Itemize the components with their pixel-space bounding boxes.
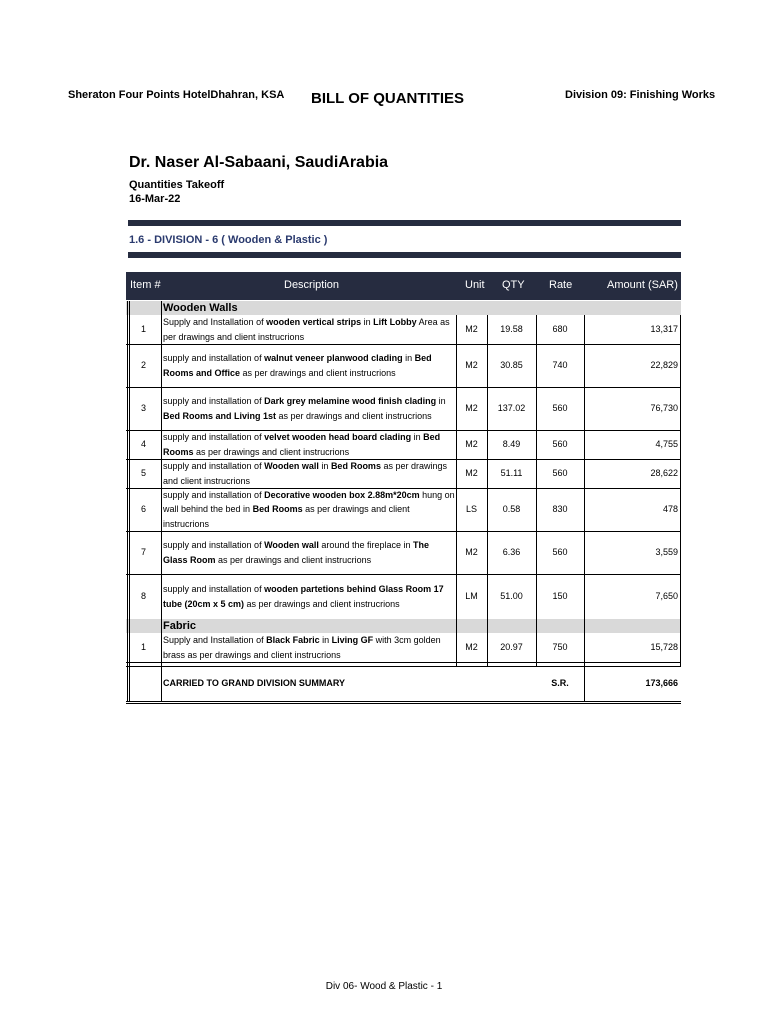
item-description (163, 459, 455, 488)
description-plain: as per drawings and client instrucrions (276, 410, 432, 421)
description-text (163, 488, 455, 532)
column-divider (161, 301, 162, 701)
item-qty: 0.58 (502, 504, 521, 514)
item-unit: LS (465, 504, 477, 514)
item-unit: LM (465, 591, 478, 601)
divider-top (128, 220, 681, 226)
description-plain: as per drawings and client instrucrions (163, 504, 410, 529)
item-rate: 740 (552, 360, 568, 370)
description-plain: supply and installation of (163, 584, 265, 594)
column-divider (487, 315, 488, 666)
item-number: 4 (140, 439, 146, 449)
description-plain: as per drawings and client instrucrions (215, 554, 372, 565)
description-plain: Supply and Installation of (163, 317, 267, 327)
summary-border (126, 666, 681, 667)
section-title: Wooden Walls (161, 301, 681, 315)
item-amount: 22,829 (650, 360, 678, 370)
subtitle: Quantities Takeoff (129, 179, 225, 191)
description-plain: in (319, 635, 332, 645)
summary-total: 173,666 (645, 678, 678, 688)
summary-border (126, 703, 681, 704)
section-title: Fabric (161, 619, 681, 633)
client-name: Dr. Naser Al-Sabaani, SaudiArabia (129, 154, 389, 171)
col-qty: QTY (502, 279, 525, 291)
column-divider (127, 301, 128, 701)
item-description (163, 315, 455, 344)
item-description (163, 488, 455, 531)
description-bold: Decorative wooden box 2.88m*20cm (264, 489, 420, 500)
description-plain: in (436, 396, 446, 406)
item-rate: 680 (552, 324, 568, 334)
item-number: 3 (140, 403, 146, 413)
header-division: Division 09: Finishing Works (565, 89, 716, 101)
item-rate: 150 (552, 591, 568, 601)
summary-currency: S.R. (551, 678, 569, 688)
description-text (163, 459, 455, 488)
item-number: 7 (140, 547, 146, 557)
item-number: 2 (140, 360, 146, 370)
description-plain: in (411, 432, 424, 442)
description-bold: Bed Rooms and Office (163, 353, 432, 378)
description-plain: as per drawings and client instrucrions (240, 367, 396, 378)
item-amount: 7,650 (655, 591, 678, 601)
column-divider (536, 315, 537, 666)
item-unit: M2 (465, 324, 478, 334)
item-number: 1 (140, 642, 146, 652)
item-unit: M2 (465, 642, 478, 652)
description-bold: Black Fabric (266, 635, 320, 645)
description-bold: The Glass Room (163, 540, 429, 565)
table-outer-edge (129, 301, 130, 701)
description-text (163, 315, 455, 344)
item-rate: 750 (552, 642, 568, 652)
item-qty: 19.58 (500, 324, 523, 334)
item-amount: 3,559 (655, 547, 678, 557)
item-rate: 560 (552, 468, 568, 478)
item-description (163, 574, 455, 619)
description-plain: Area as per drawings and client instrucrions (163, 317, 450, 342)
description-plain: with 3cm golden brass as per drawings and client instrucrions (163, 635, 441, 660)
item-unit: M2 (465, 360, 478, 370)
description-plain: supply and installation of (163, 396, 265, 406)
column-divider (456, 315, 457, 666)
item-unit: M2 (465, 547, 478, 557)
item-number: 1 (140, 324, 146, 334)
item-qty: 51.11 (500, 468, 523, 478)
description-plain: hung on wall behind the bed in (163, 489, 455, 515)
description-plain: as per drawings and client instrucrions (163, 461, 447, 486)
description-plain: in (402, 353, 415, 363)
item-rate: 560 (552, 439, 568, 449)
col-item: Item # (130, 279, 161, 291)
description-text (163, 538, 455, 567)
item-qty: 6.36 (502, 547, 521, 557)
description-bold: Bed Rooms and Living 1st (163, 410, 277, 421)
description-plain: as per drawings and client instrucrions (244, 598, 400, 609)
description-text (163, 633, 455, 662)
description-bold: Lift Lobby (373, 317, 417, 327)
description-text (163, 394, 455, 423)
description-bold: Wooden wall (264, 540, 319, 550)
header-project: Sheraton Four Points HotelDhahran, KSA (68, 89, 285, 101)
item-qty: 137.02 (497, 403, 526, 413)
description-text (163, 582, 455, 611)
item-description (163, 633, 455, 662)
section-title-fill (126, 619, 161, 633)
description-text (163, 430, 455, 459)
table-header (126, 272, 681, 300)
description-bold: Bed Rooms (252, 504, 303, 515)
item-number: 8 (140, 591, 146, 601)
row-divider (126, 662, 681, 663)
document-date: 16-Mar-22 (129, 193, 181, 205)
page-footer: Div 06- Wood & Plastic - 1 (325, 981, 443, 992)
col-description: Description (284, 279, 340, 291)
document-title: BILL OF QUANTITIES (311, 90, 465, 107)
col-unit: Unit (465, 279, 485, 291)
item-unit: M2 (465, 439, 478, 449)
description-bold: walnut veneer planwood clading (264, 353, 403, 363)
item-amount: 28,622 (650, 468, 678, 478)
description-bold: Living GF (331, 635, 374, 645)
item-qty: 51.00 (500, 591, 523, 601)
item-qty: 20.97 (500, 642, 523, 652)
item-rate: 560 (552, 547, 568, 557)
description-plain: around the fireplace in (318, 540, 413, 550)
item-amount: 478 (662, 504, 678, 514)
summary-label: CARRIED TO GRAND DIVISION SUMMARY (163, 678, 346, 688)
description-bold: Dark grey melamine wood finish clading (264, 396, 437, 406)
division-title: 1.6 - DIVISION - 6 ( Wooden & Plastic ) (129, 234, 328, 246)
item-qty: 30.85 (500, 360, 523, 370)
description-bold: Wooden wall (264, 461, 319, 471)
item-rate: 560 (552, 403, 568, 413)
item-number: 5 (140, 468, 146, 478)
item-description (163, 344, 455, 387)
item-amount: 4,755 (655, 439, 678, 449)
description-plain: supply and installation of (163, 540, 265, 550)
col-rate: Rate (549, 279, 573, 291)
description-bold: Bed Rooms (330, 461, 381, 471)
description-plain: supply and installation of (163, 432, 265, 442)
column-divider (680, 315, 681, 666)
description-bold: Bed Rooms (163, 432, 441, 457)
description-plain: supply and installation of (163, 353, 265, 363)
description-plain: supply and installation of (163, 461, 265, 471)
item-description (163, 430, 455, 459)
item-amount: 15,728 (650, 642, 678, 652)
description-bold: wooden partetions behind Glass Room 17 tube (20cm x 5 cm) (163, 584, 444, 609)
item-unit: M2 (465, 403, 478, 413)
description-plain: as per drawings and client instrucrions (193, 446, 350, 457)
item-number: 6 (140, 504, 146, 514)
item-description (163, 531, 455, 574)
section-title-fill (126, 301, 161, 315)
description-text (163, 351, 455, 380)
summary-border (126, 701, 681, 702)
divider-bottom (128, 252, 681, 258)
item-amount: 76,730 (650, 403, 678, 413)
item-unit: M2 (465, 468, 478, 478)
item-rate: 830 (552, 504, 568, 514)
description-bold: wooden vertical strips (266, 317, 362, 327)
item-description (163, 387, 455, 430)
description-plain: in (318, 461, 331, 471)
description-plain: supply and installation of (163, 489, 265, 500)
item-amount: 13,317 (650, 324, 678, 334)
description-plain: in (361, 317, 374, 327)
description-bold: velvet wooden head board clading (264, 432, 412, 442)
item-qty: 8.49 (502, 439, 521, 449)
description-plain: Supply and Installation of (163, 635, 267, 645)
col-amount: Amount (SAR) (607, 279, 678, 291)
column-divider (584, 315, 585, 701)
